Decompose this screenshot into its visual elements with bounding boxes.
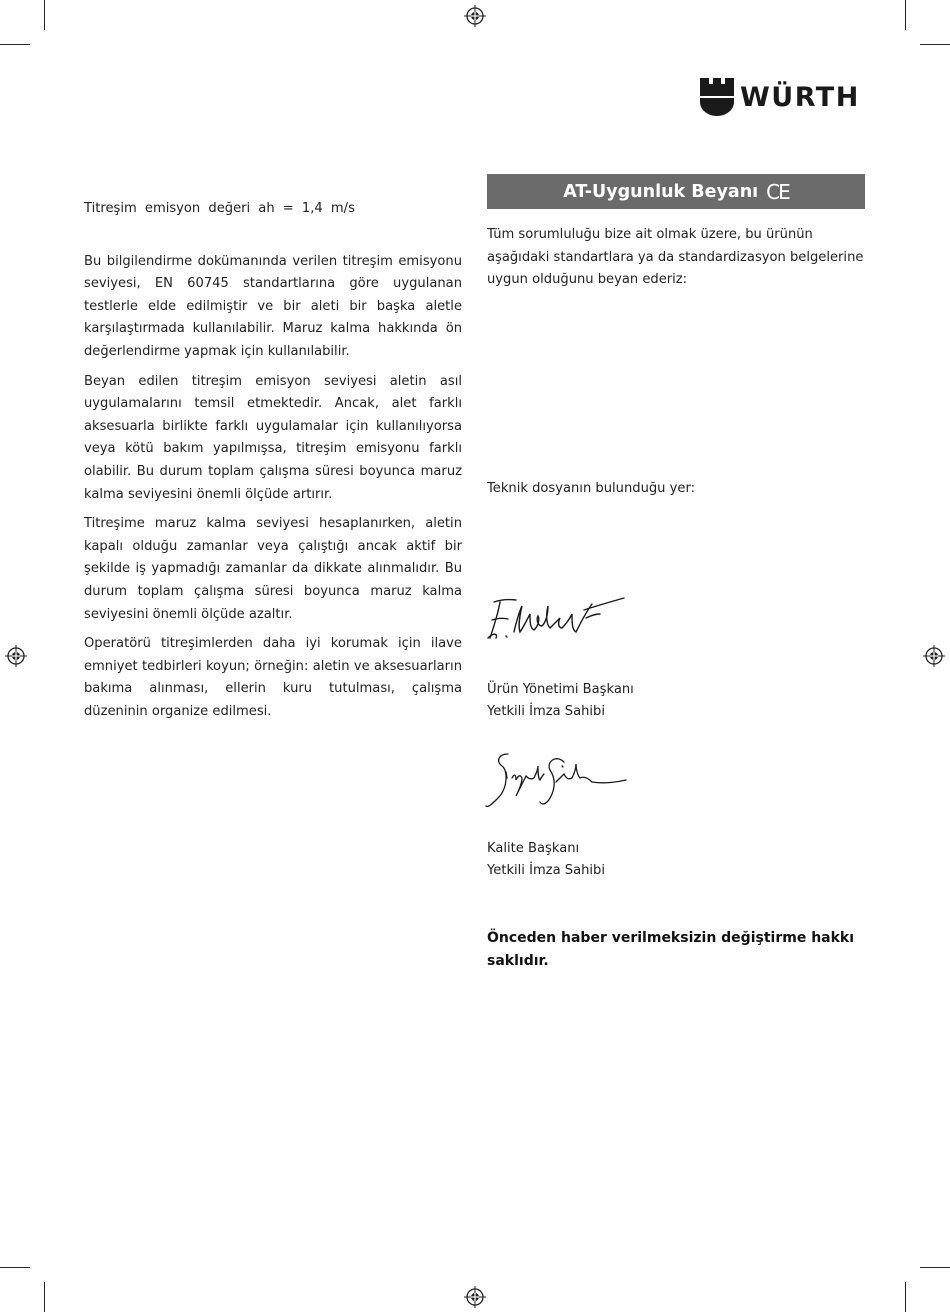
change-notice: Önceden haber verilmeksizin değiştirme hakkı saklıdır. [487, 930, 855, 969]
signatory-2-role: Yetkili İmza Sahibi [487, 863, 606, 878]
tech-file-label: Teknik dosyanın bulunduğu yer: [487, 481, 696, 496]
brand-name: WÜRTH [740, 81, 860, 113]
signature-2 [484, 748, 634, 810]
paragraph: Operatörü titreşimlerden daha iyi korumak için ilave emniyet tedbirleri koyun; örneğin: aletin ve aksesuarların bakıma alınması, ellerin kuru tutulması, çalışma düzeninin organize edilmesi. [84, 636, 462, 719]
signatory-1-title: Ürün Yönetimi Başkanı [487, 682, 634, 697]
crop-mark [905, 0, 906, 30]
ce-mark-icon: CE [766, 179, 789, 204]
signatory-2-title: Kalite Başkanı [487, 841, 580, 856]
signatory-1-role: Yetkili İmza Sahibi [487, 704, 606, 719]
crop-mark [920, 44, 950, 45]
paragraph: Beyan edilen titreşim emisyon seviyesi aletin asıl uygulamalarını temsil etmektedir. Ancak, alet farklı aksesuarla birlikte farklı uygulamalar için kullanılıyorsa veya kötü bakım yapılmışsa, titreşim emisyonu farklı olabilir. Bu durum toplam çalışma süresi boyunca maruz kalma seviyesini önemli ölçüde artırır. [84, 373, 462, 502]
paragraph: Titreşime maruz kalma seviyesi hesaplanırken, aletin kapalı olduğu zamanlar veya çalıştığı ancak aktif bir şekilde iş yapmadığı zamanlar da dikkate alınmalıdır. Bu durum toplam çalışma süresi boyunca maruz kalma seviyesini önemli ölçüde azaltır. [84, 516, 462, 622]
crop-mark [905, 1282, 906, 1312]
emission-value: Titreşim emisyon değeri ah = 1,4 m/s [84, 201, 355, 216]
crop-mark [0, 1267, 30, 1268]
declaration-intro: Tüm sorumluluğu bize ait olmak üzere, bu ürünün aşağıdaki standartlara ya da standardizasyon belgelerine uygun olduğunu beyan ederiz: [487, 227, 864, 288]
signature-1 [486, 592, 646, 644]
crop-mark [44, 0, 45, 30]
left-column [84, 198, 462, 730]
crop-mark [0, 44, 30, 45]
paragraph: Bu bilgilendirme dokümanında verilen titreşim emisyonu seviyesi, EN 60745 standartlarına göre uygulanan testlerle elde edilmiştir ve bir aleti bir başka aletle karşılaştırmada kullanılabilir. Maruz kalma hakkında ön değerlendirme yapmak için kullanılabilir. [84, 253, 462, 359]
registration-mark-icon [5, 645, 27, 667]
crop-mark [44, 1282, 45, 1312]
wurth-logo [700, 78, 860, 116]
crop-mark [920, 1267, 950, 1268]
registration-mark-icon [923, 645, 945, 667]
registration-mark-icon [464, 1286, 486, 1308]
banner-title: AT-Uygunluk Beyanı [563, 181, 759, 202]
wurth-emblem-icon [700, 78, 734, 116]
declaration-banner [487, 174, 865, 209]
registration-mark-icon [464, 5, 486, 27]
